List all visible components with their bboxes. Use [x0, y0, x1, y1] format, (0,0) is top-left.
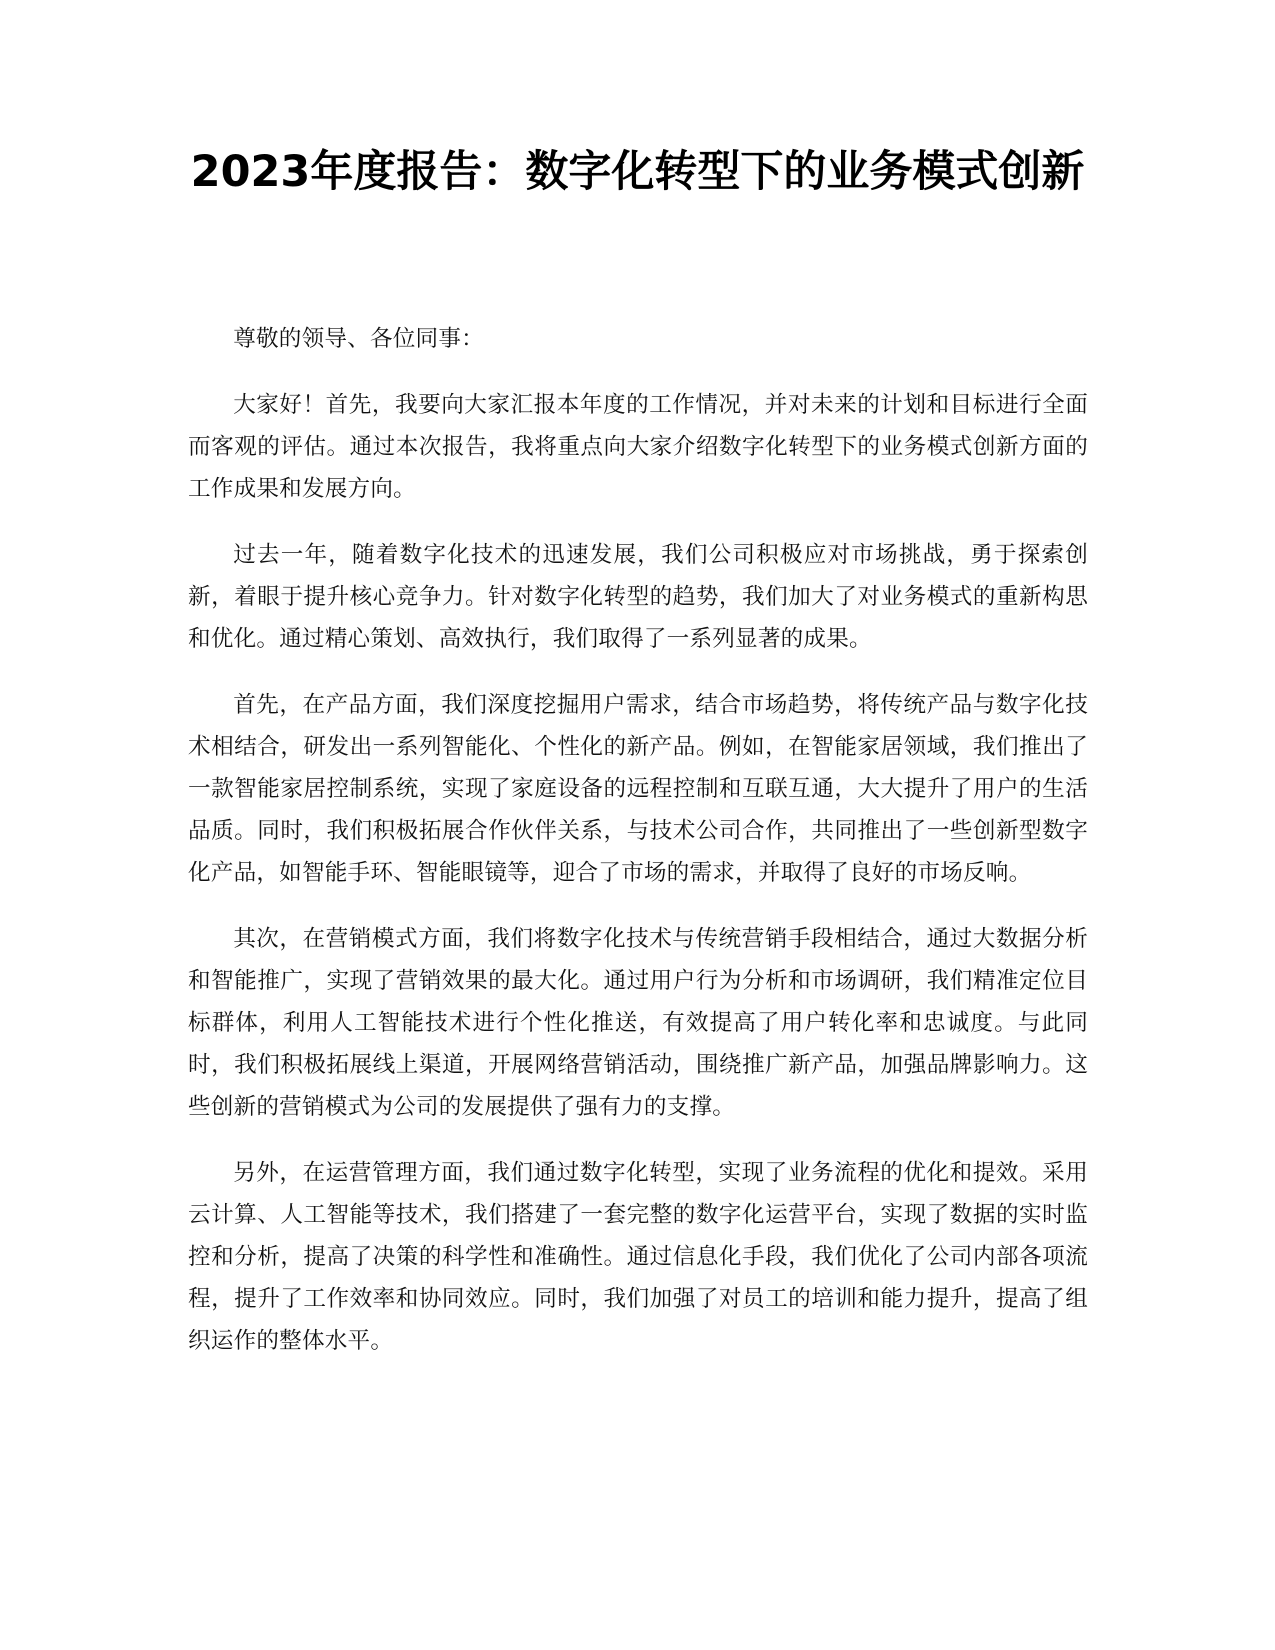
- paragraph-intro: 大家好！首先，我要向大家汇报本年度的工作情况，并对未来的计划和目标进行全面而客观的评估。通过本次报告，我将重点向大家介绍数字化转型下的业务模式创新方面的工作成果和发展方向。: [188, 392, 1088, 502]
- page-title: 2023年度报告：数字化转型下的业务模式创新: [190, 147, 1085, 197]
- paragraph-overview: 过去一年，随着数字化技术的迅速发展，我们公司积极应对市场挑战，勇于探索创新，着眼于提升核心竞争力。针对数字化转型的趋势，我们加大了对业务模式的重新构思和优化。通过精心策划、高效执行，我们取得了一系列显著的成果。: [188, 542, 1088, 652]
- paragraph-product: 首先，在产品方面，我们深度挖掘用户需求，结合市场趋势，将传统产品与数字化技术相结合，研发出一系列智能化、个性化的新产品。例如，在智能家居领域，我们推出了一款智能家居控制系统，实现了家庭设备的远程控制和互联互通，大大提升了用户的生活品质。同时，我们积极拓展合作伙伴关系，与技术公司合作，共同推出了一些创新型数字化产品，如智能手环、智能眼镜等，迎合了市场的需求，并取得了良好的市场反响。: [188, 692, 1088, 886]
- paragraph-operations: 另外，在运营管理方面，我们通过数字化转型，实现了业务流程的优化和提效。采用云计算、人工智能等技术，我们搭建了一套完整的数字化运营平台，实现了数据的实时监控和分析，提高了决策的科学性和准确性。通过信息化手段，我们优化了公司内部各项流程，提升了工作效率和协同效应。同时，我们加强了对员工的培训和能力提升，提高了组织运作的整体水平。: [188, 1160, 1088, 1354]
- salutation: 尊敬的领导、各位同事：: [233, 326, 484, 352]
- paragraph-marketing: 其次，在营销模式方面，我们将数字化技术与传统营销手段相结合，通过大数据分析和智能推广，实现了营销效果的最大化。通过用户行为分析和市场调研，我们精准定位目标群体，利用人工智能技术进行个性化推送，有效提高了用户转化率和忠诚度。与此同时，我们积极拓展线上渠道，开展网络营销活动，围绕推广新产品，加强品牌影响力。这些创新的营销模式为公司的发展提供了强有力的支撑。: [188, 926, 1088, 1120]
- document-body: [188, 318, 1088, 1386]
